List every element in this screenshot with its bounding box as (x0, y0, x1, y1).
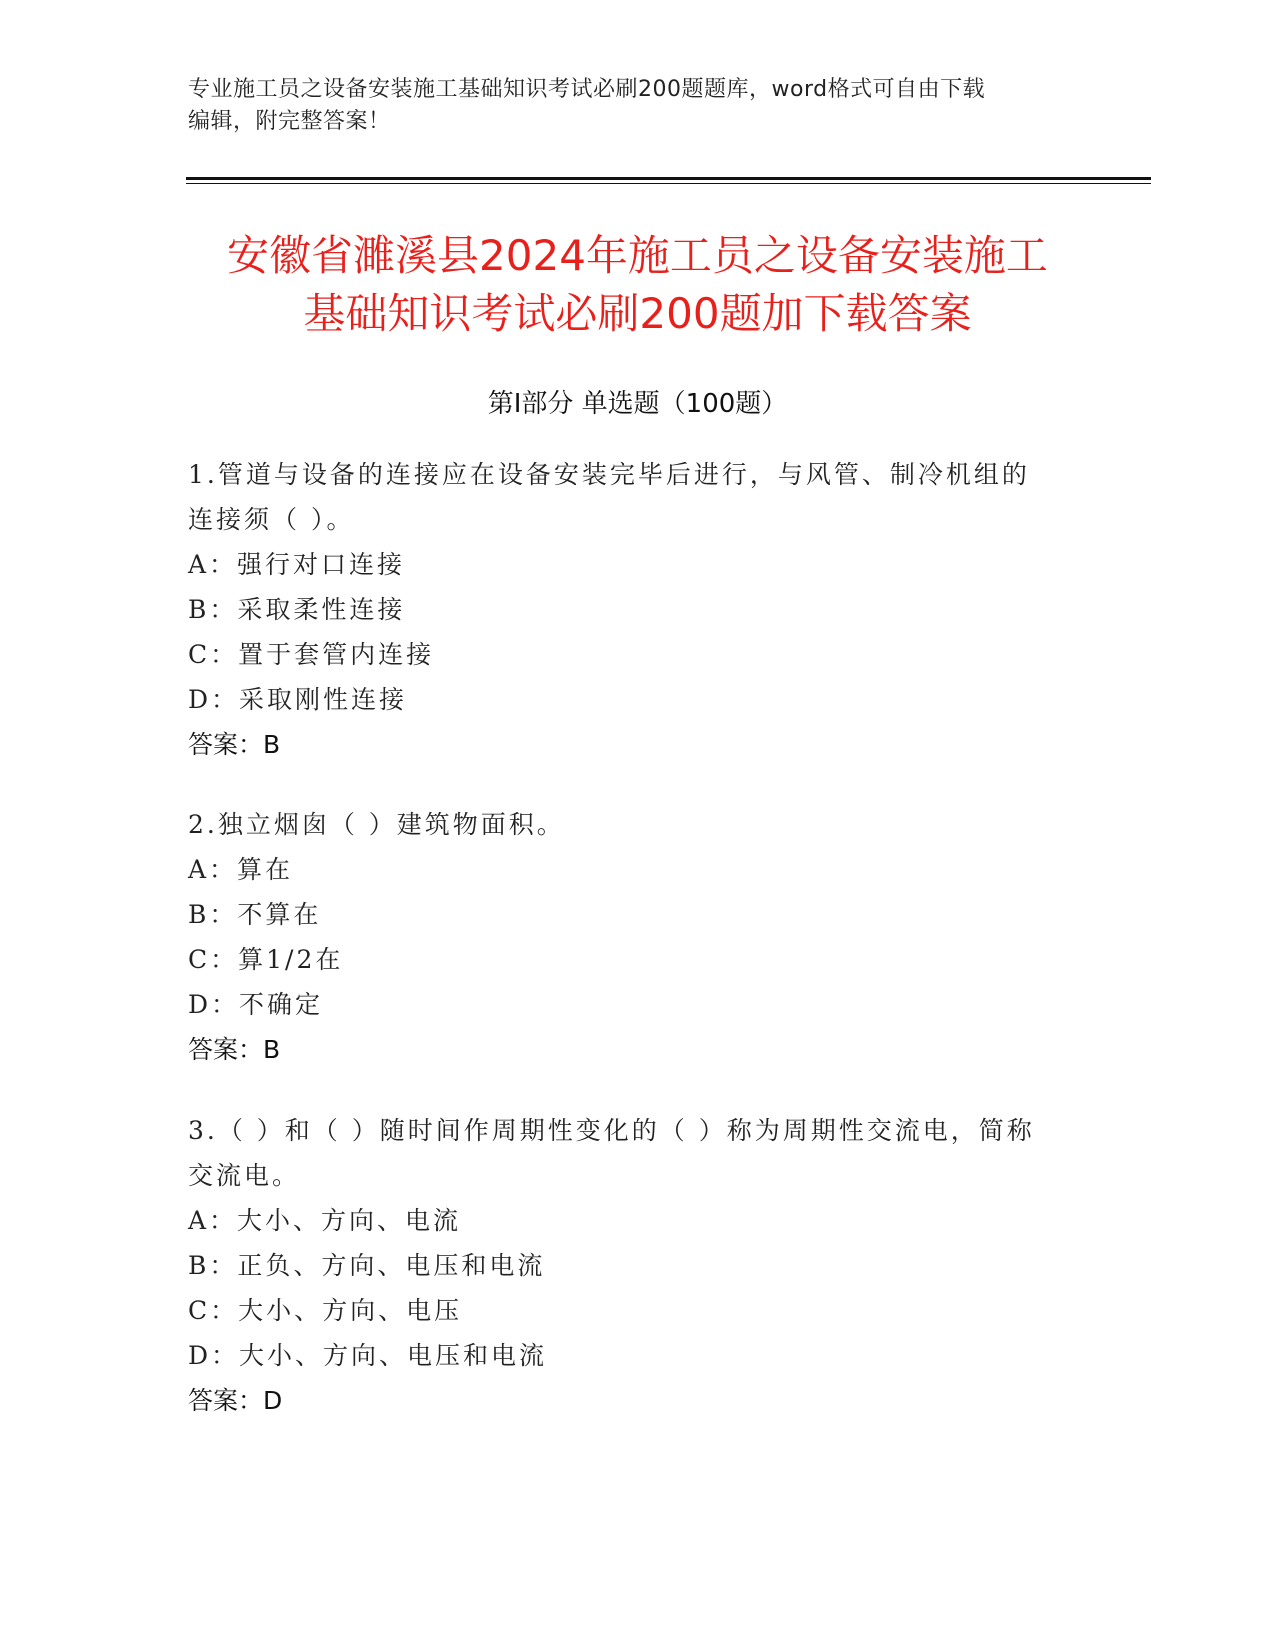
question-3-text-line-1: 3.（ ）和（ ）随时间作周期性变化的（ ）称为周期性交流电，简称 (188, 1116, 1035, 1145)
document-title-line-2: 基础知识考试必刷200题加下载答案 (303, 289, 972, 338)
header-note (188, 74, 1088, 138)
question-3-answer: 答案：D (188, 1386, 283, 1415)
header-divider-thin (186, 183, 1151, 184)
document-title (150, 227, 1125, 343)
question-3-option-a: A：大小、方向、电流 (188, 1206, 462, 1235)
document-title-line-1: 安徽省濉溪县2024年施工员之设备安装施工 (227, 231, 1048, 280)
question-2-option-c: C：算1/2在 (188, 945, 344, 974)
question-2-option-b: B：不算在 (188, 900, 322, 929)
question-1-option-b: B：采取柔性连接 (188, 595, 406, 624)
question-1-option-a: A：强行对口连接 (188, 550, 406, 579)
question-1-text-line-1: 1.管道与设备的连接应在设备安装完毕后进行，与风管、制冷机组的 (188, 460, 1030, 489)
question-2-option-d: D：不确定 (188, 990, 324, 1019)
question-1-text-line-2: 连接须（ ）。 (188, 505, 355, 534)
header-divider-thick (186, 177, 1151, 180)
question-2 (188, 802, 1088, 1072)
question-3-option-d: D：大小、方向、电压和电流 (188, 1341, 548, 1370)
question-2-answer: 答案：B (188, 1035, 281, 1064)
question-3 (188, 1108, 1088, 1423)
question-1-option-c: C：置于套管内连接 (188, 640, 435, 669)
section-title: 第Ⅰ部分 单选题（100题） (487, 389, 788, 419)
question-2-option-a: A：算在 (188, 855, 294, 884)
question-1-answer: 答案：B (188, 730, 281, 759)
question-3-option-c: C：大小、方向、电压 (188, 1296, 463, 1325)
header-note-line-1: 专业施工员之设备安装施工基础知识考试必刷200题题库，word格式可自由下载 (188, 77, 986, 102)
header-note-line-2: 编辑，附完整答案！ (188, 109, 391, 134)
question-1-option-d: D：采取刚性连接 (188, 685, 408, 714)
question-3-option-b: B：正负、方向、电压和电流 (188, 1251, 546, 1280)
question-2-text-line-1: 2.独立烟囱（ ）建筑物面积。 (188, 810, 565, 839)
question-1 (188, 452, 1088, 767)
question-3-text-line-2: 交流电。 (188, 1161, 301, 1190)
